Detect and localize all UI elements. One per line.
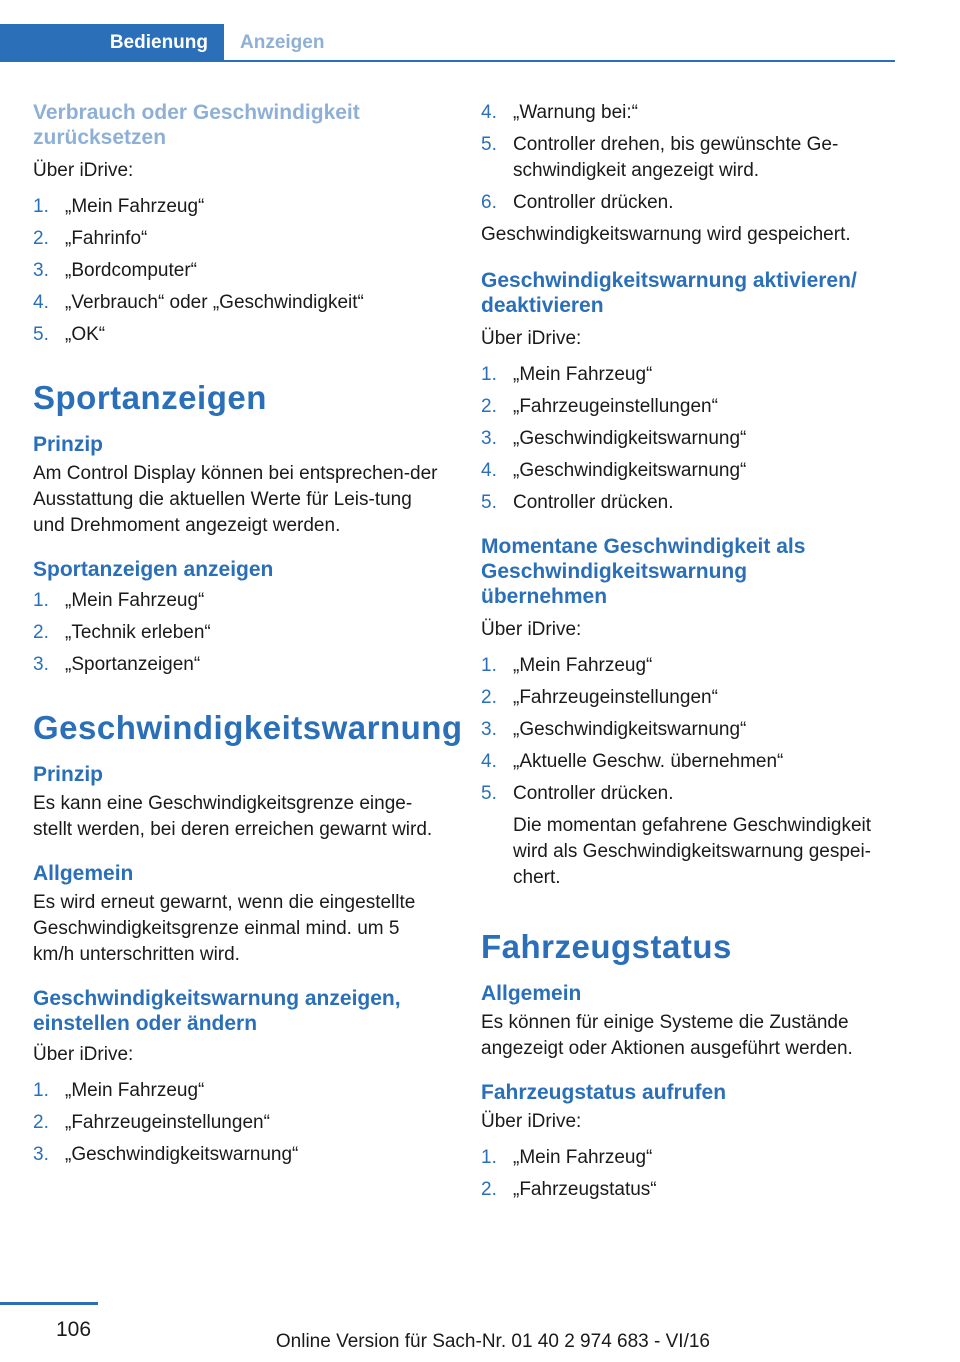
warn-principle-text: Es kann eine Geschwindigkeitsgrenze einge-stellt werden, bei deren erreichen gewarnt wird. (33, 793, 433, 840)
warn-principle-heading: Prinzip (33, 763, 104, 786)
step-text (65, 1110, 438, 1136)
step-text (65, 1078, 438, 1104)
step-number: 2. (481, 396, 497, 417)
list-item (481, 1177, 896, 1203)
step-number: 4. (481, 460, 497, 481)
step-text (65, 1142, 438, 1168)
list-item (33, 620, 438, 646)
step-main-text: „Technik erleben“ (65, 622, 211, 643)
list-item (33, 1110, 438, 1136)
step-main-text: „Aktuelle Geschw. übernehmen“ (513, 751, 784, 772)
step-main-text: „Mein Fahrzeug“ (65, 590, 205, 611)
step-main-text: „Mein Fahrzeug“ (513, 1147, 653, 1168)
current-heading: Momentane Geschwindigkeit als Geschwindigkeitswarnung übernehmen (481, 535, 806, 608)
sport-title: Sportanzeigen (33, 379, 267, 416)
reset-intro: Über iDrive: (33, 160, 134, 181)
warn-set-intro: Über iDrive: (33, 1044, 134, 1065)
step-main-text: „Mein Fahrzeug“ (513, 655, 653, 676)
step-main-text: Controller drücken. (513, 783, 674, 804)
current-steps (481, 653, 896, 891)
status-steps (481, 1145, 896, 1203)
list-item (481, 100, 896, 126)
list-item (481, 394, 896, 420)
status-title: Fahrzeugstatus (481, 928, 732, 965)
step-number: 5. (481, 783, 497, 804)
list-item (481, 190, 896, 216)
current-intro: Über iDrive: (481, 619, 582, 640)
reset-steps (33, 194, 438, 348)
step-text (513, 190, 896, 216)
warn-title: Geschwindigkeitswarnung (33, 709, 463, 746)
step-number: 2. (33, 1112, 49, 1133)
step-main-text: „Geschwindigkeitswarnung“ (513, 719, 747, 740)
step-text (65, 290, 438, 316)
activate-heading: Geschwindigkeitswarnung aktivieren/ deaktivieren (481, 269, 857, 317)
step-number: 4. (481, 751, 497, 772)
step-number: 3. (481, 428, 497, 449)
warn-set-steps (33, 1078, 438, 1168)
step-number: 1. (481, 655, 497, 676)
step-text (65, 226, 438, 252)
step-number: 1. (33, 196, 49, 217)
left-column (33, 100, 463, 1174)
step-text (513, 749, 896, 775)
list-item (481, 781, 896, 891)
step-text (65, 652, 438, 678)
list-item (481, 426, 896, 452)
step-number: 1. (33, 1080, 49, 1101)
step-number: 3. (33, 654, 49, 675)
warn-continued-steps (481, 100, 896, 216)
step-number: 3. (33, 1144, 49, 1165)
step-number: 6. (481, 192, 497, 213)
step-text (65, 620, 438, 646)
step-main-text: „Mein Fahrzeug“ (65, 196, 205, 217)
step-text (65, 588, 438, 614)
warn-general-text: Es wird erneut gewarnt, wenn die eingestellte Geschwindigkeitsgrenze einmal mind. um 5 km/h unterschritten wird. (33, 892, 416, 965)
step-main-text: „Geschwindigkeitswarnung“ (513, 460, 747, 481)
online-version-note: Online Version für Sach-Nr. 01 40 2 974 683 - VI/16 (275, 1331, 710, 1352)
step-main-text: Controller drehen, bis gewünschte Ge-schwindigkeit angezeigt wird. (513, 134, 839, 181)
list-item (33, 1142, 438, 1168)
step-number: 3. (33, 260, 49, 281)
list-item (33, 258, 438, 284)
step-main-text: „Geschwindigkeitswarnung“ (513, 428, 747, 449)
header-divider (0, 60, 895, 62)
status-call-heading: Fahrzeugstatus aufrufen (481, 1081, 727, 1104)
warn-general-heading: Allgemein (33, 862, 134, 885)
sport-show-heading: Sportanzeigen anzeigen (33, 558, 274, 581)
page-number: 106 (56, 1318, 92, 1341)
step-main-text: „Geschwindigkeitswarnung“ (65, 1144, 299, 1165)
step-text (513, 490, 896, 516)
step-number: 2. (33, 228, 49, 249)
list-item (33, 1078, 438, 1104)
step-text (513, 458, 896, 484)
sport-steps (33, 588, 438, 678)
step-number: 2. (33, 622, 49, 643)
step-number: 3. (481, 719, 497, 740)
list-item (33, 652, 438, 678)
tab-bedienung[interactable]: Bedienung (0, 24, 224, 62)
page-header (0, 24, 895, 62)
status-general-heading: Allgemein (481, 982, 582, 1005)
step-main-text: „Mein Fahrzeug“ (513, 364, 653, 385)
list-item (481, 717, 896, 743)
step-main-text: „Fahrinfo“ (65, 228, 148, 249)
list-item (481, 685, 896, 711)
step-text (65, 194, 438, 220)
status-call-intro: Über iDrive: (481, 1111, 582, 1132)
sport-principle-text: Am Control Display können bei entsprechen-der Ausstattung die aktuellen Werte für Leis-tung und Drehmoment angezeigt werden. (33, 463, 438, 536)
status-general-text: Es können für einige Systeme die Zustände angezeigt oder Aktionen ausgeführt werden. (481, 1012, 853, 1059)
step-number: 5. (481, 492, 497, 513)
list-item (481, 362, 896, 388)
list-item (481, 653, 896, 679)
reset-heading: Verbrauch oder Geschwindigkeit zurücksetzen (33, 101, 360, 149)
footer-bar (0, 1302, 98, 1305)
step-main-text: „Mein Fahrzeug“ (65, 1080, 205, 1101)
list-item (33, 290, 438, 316)
step-text (513, 362, 896, 388)
list-item (481, 490, 896, 516)
step-text (513, 426, 896, 452)
step-text (513, 653, 896, 679)
list-item (33, 194, 438, 220)
step-number: 1. (481, 1147, 497, 1168)
activate-steps (481, 362, 896, 516)
step-main-text: „OK“ (65, 324, 106, 345)
list-item (481, 458, 896, 484)
step-text (513, 394, 896, 420)
sport-principle-heading: Prinzip (33, 433, 104, 456)
step-text (513, 781, 896, 891)
step-text (513, 100, 896, 126)
step-number: 5. (33, 324, 49, 345)
list-item (33, 322, 438, 348)
step-number: 1. (481, 364, 497, 385)
step-main-text: „Bordcomputer“ (65, 260, 197, 281)
list-item (481, 1145, 896, 1171)
step-number: 4. (481, 102, 497, 123)
step-text (513, 1177, 896, 1203)
step-note: Die momentan gefahrene Geschwindigkeit wird als Geschwindigkeitswarnung gespei-chert. (513, 815, 872, 888)
list-item (33, 226, 438, 252)
step-main-text: „Sportanzeigen“ (65, 654, 201, 675)
step-text (513, 1145, 896, 1171)
step-main-text: „Verbrauch“ oder „Geschwindigkeit“ (65, 292, 364, 313)
step-main-text: „Fahrzeugeinstellungen“ (65, 1112, 270, 1133)
list-item (33, 588, 438, 614)
warn-saved-text: Geschwindigkeitswarnung wird gespeichert. (481, 224, 851, 245)
step-number: 2. (481, 1179, 497, 1200)
step-text (513, 717, 896, 743)
step-text (513, 132, 896, 184)
step-text (65, 322, 438, 348)
step-main-text: „Fahrzeugstatus“ (513, 1179, 657, 1200)
step-number: 1. (33, 590, 49, 611)
list-item (481, 132, 896, 184)
step-main-text: Controller drücken. (513, 192, 674, 213)
warn-set-heading: Geschwindigkeitswarnung anzeigen, einstellen oder ändern (33, 987, 401, 1035)
step-text (513, 685, 896, 711)
tab-anzeigen[interactable]: Anzeigen (240, 32, 325, 53)
activate-intro: Über iDrive: (481, 328, 582, 349)
step-text (65, 258, 438, 284)
step-main-text: Controller drücken. (513, 492, 674, 513)
list-item (481, 749, 896, 775)
step-main-text: „Fahrzeugeinstellungen“ (513, 687, 718, 708)
step-number: 4. (33, 292, 49, 313)
step-main-text: „Warnung bei:“ (513, 102, 638, 123)
step-number: 5. (481, 134, 497, 155)
step-number: 2. (481, 687, 497, 708)
step-main-text: „Fahrzeugeinstellungen“ (513, 396, 718, 417)
right-column (481, 100, 896, 1209)
